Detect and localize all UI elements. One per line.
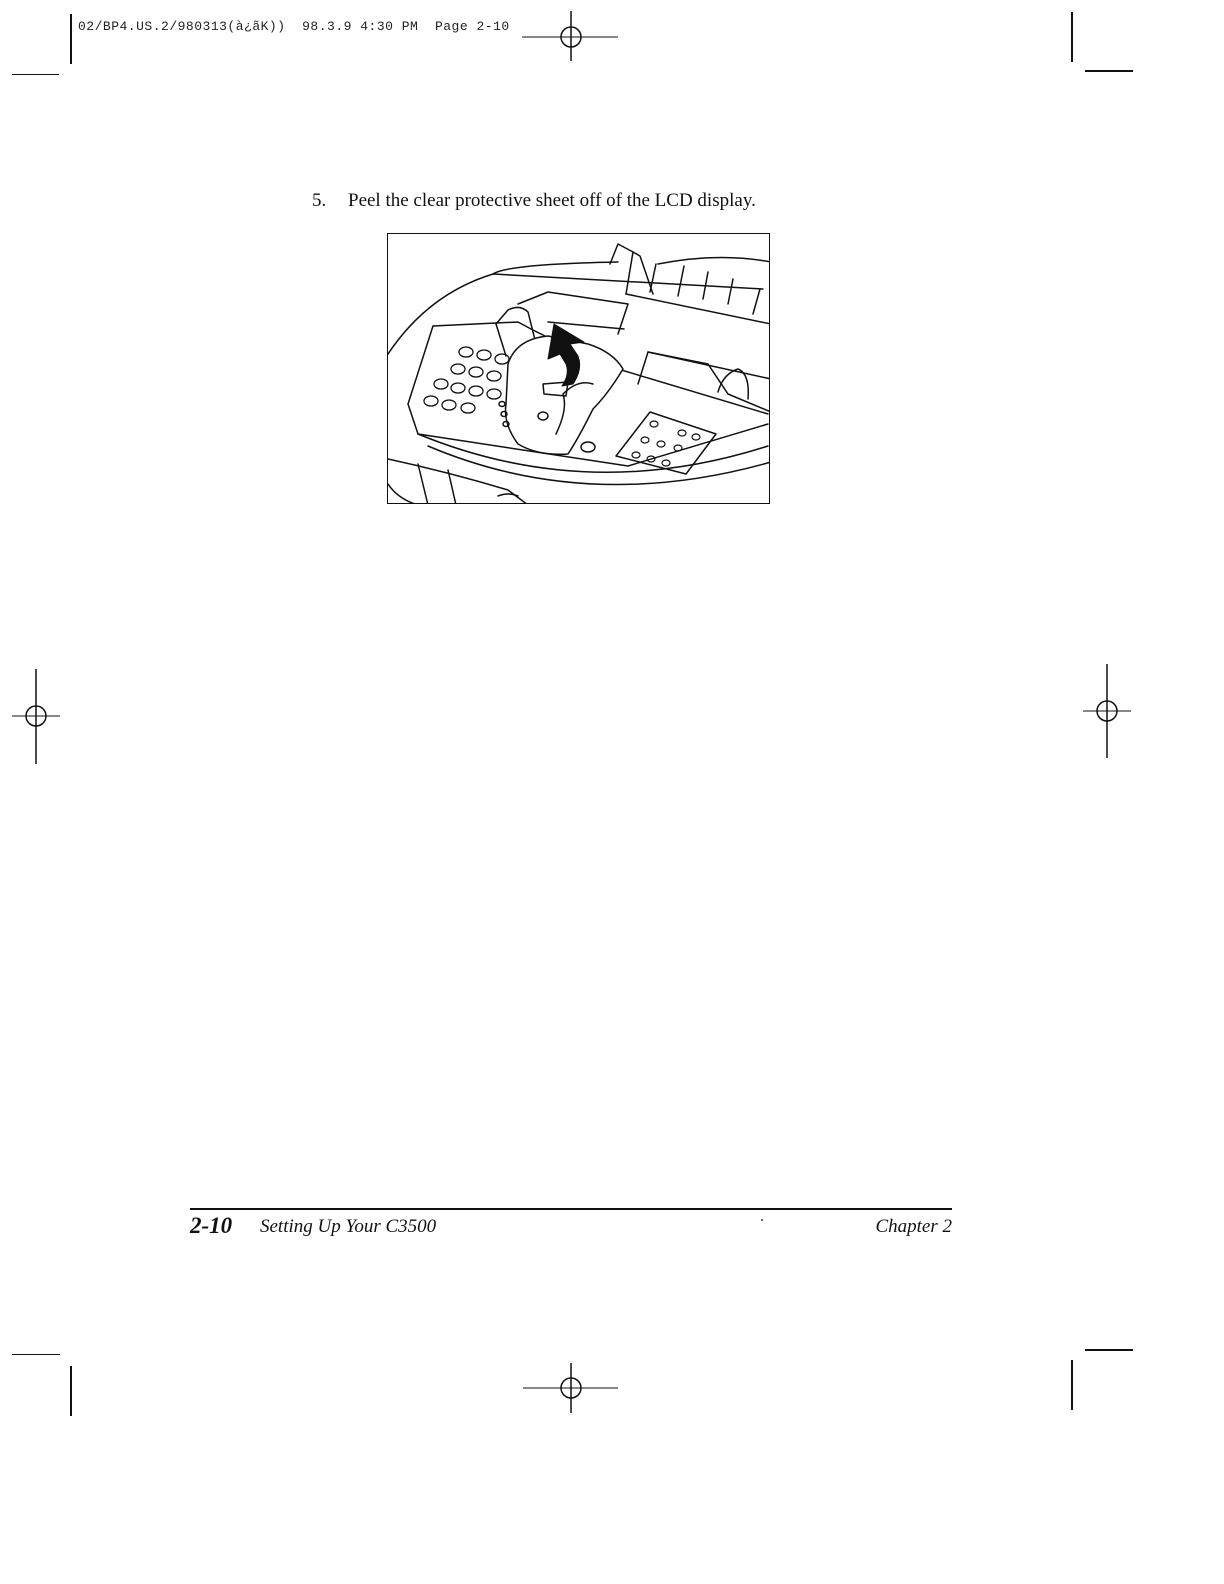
step-number: 5.: [312, 190, 327, 211]
crop-mark-top-right-vertical: [1071, 12, 1073, 62]
crop-mark-top-left-horizontal: [12, 74, 59, 75]
crop-mark-top-left-vertical: [70, 14, 72, 64]
step-text: Peel the clear protective sheet off of the LCD display.: [348, 190, 756, 211]
fax-machine-illustration: [387, 233, 770, 504]
crop-mark-bottom-left-vertical: [70, 1366, 72, 1416]
footer-chapter: Chapter 2: [875, 1216, 952, 1237]
footer-page-number: 2-10: [190, 1213, 233, 1238]
instruction-step: [312, 190, 756, 212]
crop-mark-bottom-right-horizontal: [1085, 1349, 1133, 1351]
scan-speck: [761, 1219, 763, 1221]
footer-section-title: Setting Up Your C3500: [260, 1216, 437, 1237]
crop-mark-top-right-horizontal: [1085, 70, 1133, 72]
print-slug-line: 02/BP4.US.2/980313(à¿ãK)) 98.3.9 4:30 PM Page 2-10: [78, 19, 510, 34]
crop-mark-bottom-right-vertical: [1071, 1360, 1073, 1410]
crop-mark-bottom-left-horizontal: [12, 1354, 60, 1355]
footer-rule: [190, 1208, 952, 1210]
